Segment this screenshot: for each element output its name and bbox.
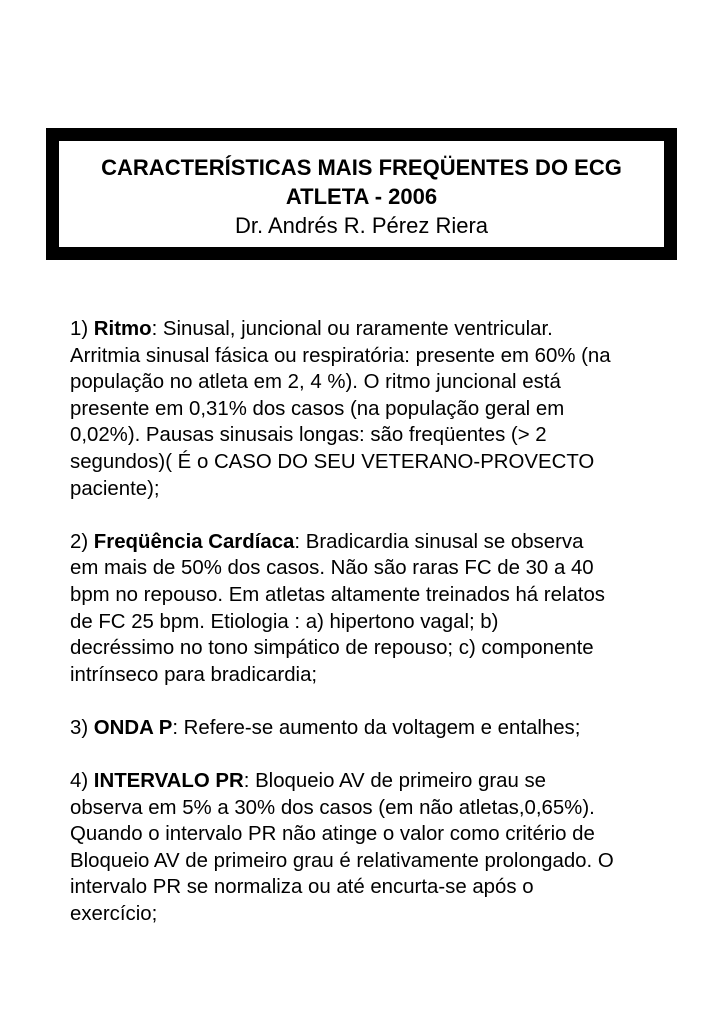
item-text: : Bloqueio AV de primeiro grau se observa em 5% a 30% dos casos (em não atletas,0,65%). Quando o intervalo PR não atinge o valor como critério de Bloqueio AV de primeiro grau é relativamente prolongado. O intervalo PR se normaliza ou até encurta-se após o exercício; — [70, 770, 614, 926]
item-frequencia-cardiaca — [70, 529, 670, 689]
document-title-line-1: CARACTERÍSTICAS MAIS FREQÜENTES DO ECG — [101, 155, 622, 180]
title-box — [46, 128, 677, 260]
item-text: : Sinusal, juncional ou raramente ventricular. Arritmia sinusal fásica ou respiratória: presente em 60% (na população no atleta em 2, 4 %). O ritmo juncional está presente em 0,31% dos casos (na população geral em 0,02%). Pausas sinusais longas: são freqüentes (> 2 segundos)( É o CASO DO SEU VETERANO-PROVECTO paciente); — [70, 318, 611, 500]
item-number: 3) — [70, 716, 94, 739]
document-title-line-2: ATLETA - 2006 — [285, 184, 438, 209]
item-intervalo-pr — [70, 768, 670, 928]
item-term: INTERVALO PR — [93, 770, 244, 793]
item-text: : Refere-se aumento da voltagem e entalhes; — [172, 716, 581, 739]
item-number: 1) — [70, 318, 94, 340]
item-term: ONDA P — [93, 716, 173, 739]
item-number: 4) — [70, 770, 94, 793]
document-body — [70, 316, 670, 954]
item-term: Freqüência Cardíaca — [93, 530, 295, 553]
item-ritmo — [70, 316, 670, 502]
item-onda-p — [70, 715, 670, 742]
item-term: Ritmo — [93, 318, 152, 340]
item-text: : Bradicardia sinusal se observa em mais de 50% dos casos. Não são raras FC de 30 a 40 bpm no repouso. Em atletas altamente treinados há relatos de FC 25 bpm. Etiologia : a) hipertono vagal; b) decréssimo no tono simpático de repouso; c) componente intrínseco para bradicardia; — [70, 530, 605, 686]
document-author: Dr. Andrés R. Pérez Riera — [234, 213, 489, 238]
item-number: 2) — [70, 530, 94, 553]
